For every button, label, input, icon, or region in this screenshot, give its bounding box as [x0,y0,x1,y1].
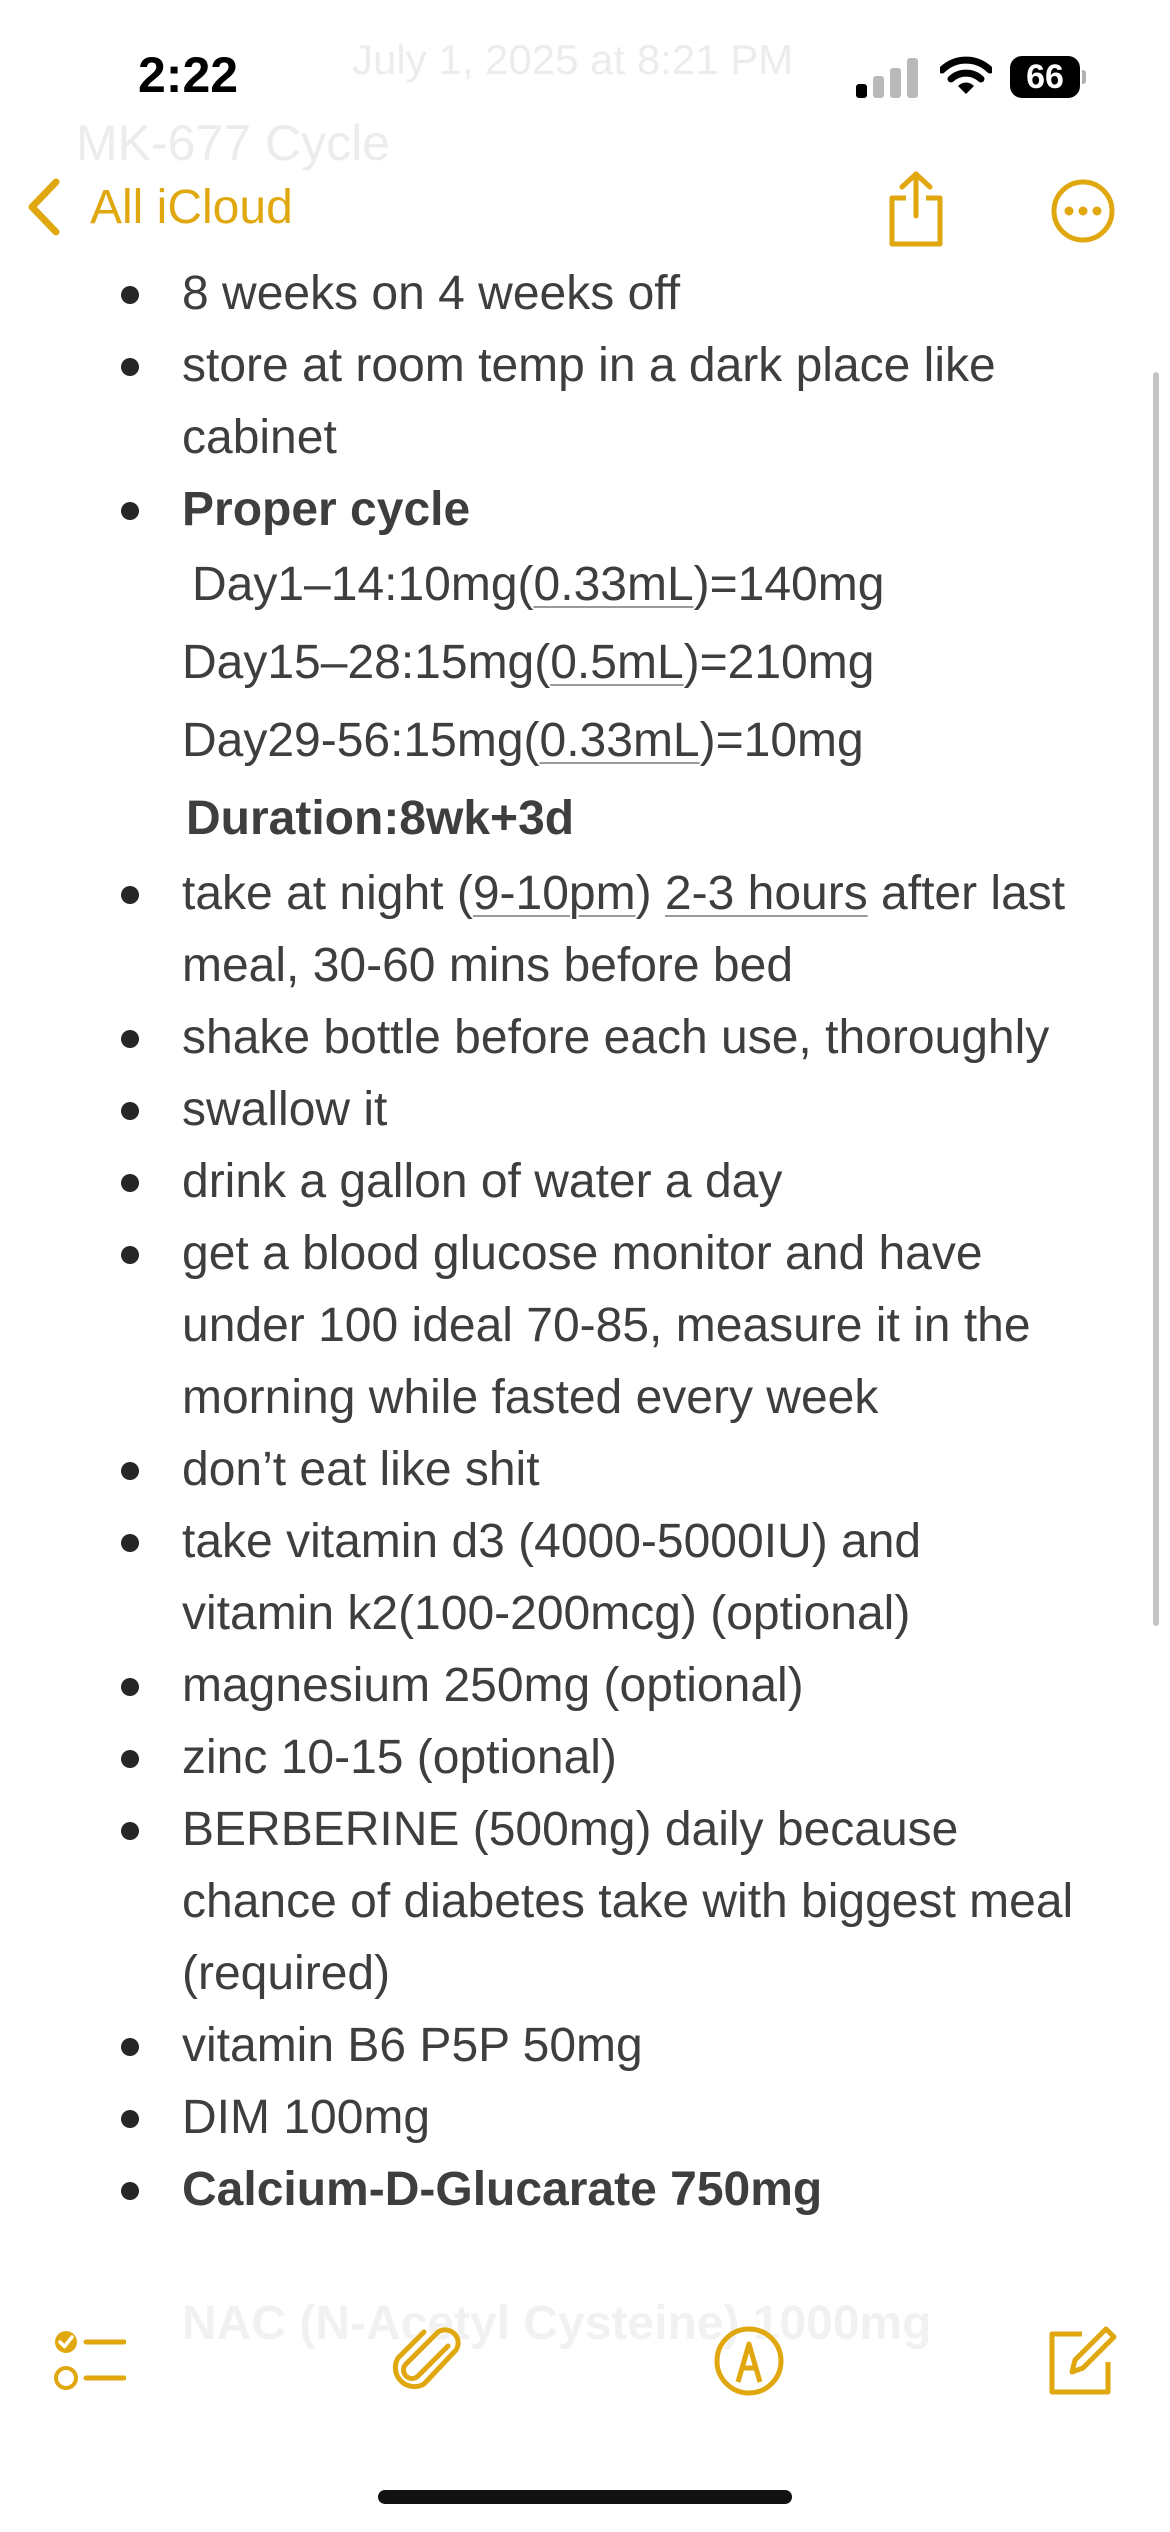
list-item: magnesium 250mg (optional) [0,1650,1100,1722]
home-indicator[interactable] [378,2490,792,2504]
list-item: take at night (9-10pm) 2-3 hours after last meal, 30-60 mins before bed [0,858,1100,1002]
chevron-left-icon [24,176,64,238]
cycle-line-day1: Day1–14:10mg(0.33mL)=140mg [192,558,885,611]
markup-pen-icon[interactable] [712,2324,786,2398]
paperclip-icon[interactable] [390,2324,464,2398]
compose-icon[interactable] [1044,2324,1118,2398]
checklist-icon[interactable] [52,2324,126,2398]
cellular-signal-icon [856,58,920,98]
cycle-duration: Duration:8wk+3d [186,792,575,845]
cycle-line-day15: Day15–28:15mg(0.5mL)=210mg [182,636,875,689]
list-item: DIM 100mg [0,2082,1100,2154]
share-icon[interactable] [884,170,948,248]
list-item: store at room temp in a dark place like cabinet [0,330,1100,474]
cycle-line-day29: Day29-56:15mg(0.33mL)=10mg [182,714,864,767]
list-item: vitamin B6 P5P 50mg [0,2010,1100,2082]
note-date: July 1, 2025 at 8:21 PM [352,36,794,83]
back-label: All iCloud [90,180,293,234]
ellipsis-circle-icon[interactable] [1050,178,1116,244]
list-item: don’t eat like shit [0,1434,1100,1506]
list-item: BERBERINE (500mg) daily because chance of diabetes take with biggest meal (required) [0,1794,1100,2010]
note-body[interactable] [0,258,1100,2226]
list-item: Calcium-D-Glucarate 750mg [0,2154,1100,2226]
note-title: MK-677 Cycle [76,115,390,171]
status-time: 2:22 [138,47,239,103]
list-item: 8 weeks on 4 weeks off [0,258,1100,330]
back-button[interactable] [24,176,293,238]
battery-icon [1010,56,1086,98]
list-item: shake bottle before each use, thoroughly [0,1002,1100,1074]
list-item: drink a gallon of water a day [0,1146,1100,1218]
list-item: zinc 10-15 (optional) [0,1722,1100,1794]
list-item: swallow it [0,1074,1100,1146]
list-item: Proper cycle [0,474,1100,546]
wifi-icon [940,56,992,96]
battery-level: 66 [1010,56,1080,98]
list-item: take vitamin d3 (4000-5000IU) and vitamin k2(100-200mcg) (optional) [0,1506,1100,1650]
scrollbar[interactable] [1153,372,1159,1626]
list-item: get a blood glucose monitor and have under 100 ideal 70-85, measure it in the morning while fasted every week [0,1218,1100,1434]
faded-list-item: NAC (N-Acetyl Cysteine) 1000mg [182,2297,932,2350]
